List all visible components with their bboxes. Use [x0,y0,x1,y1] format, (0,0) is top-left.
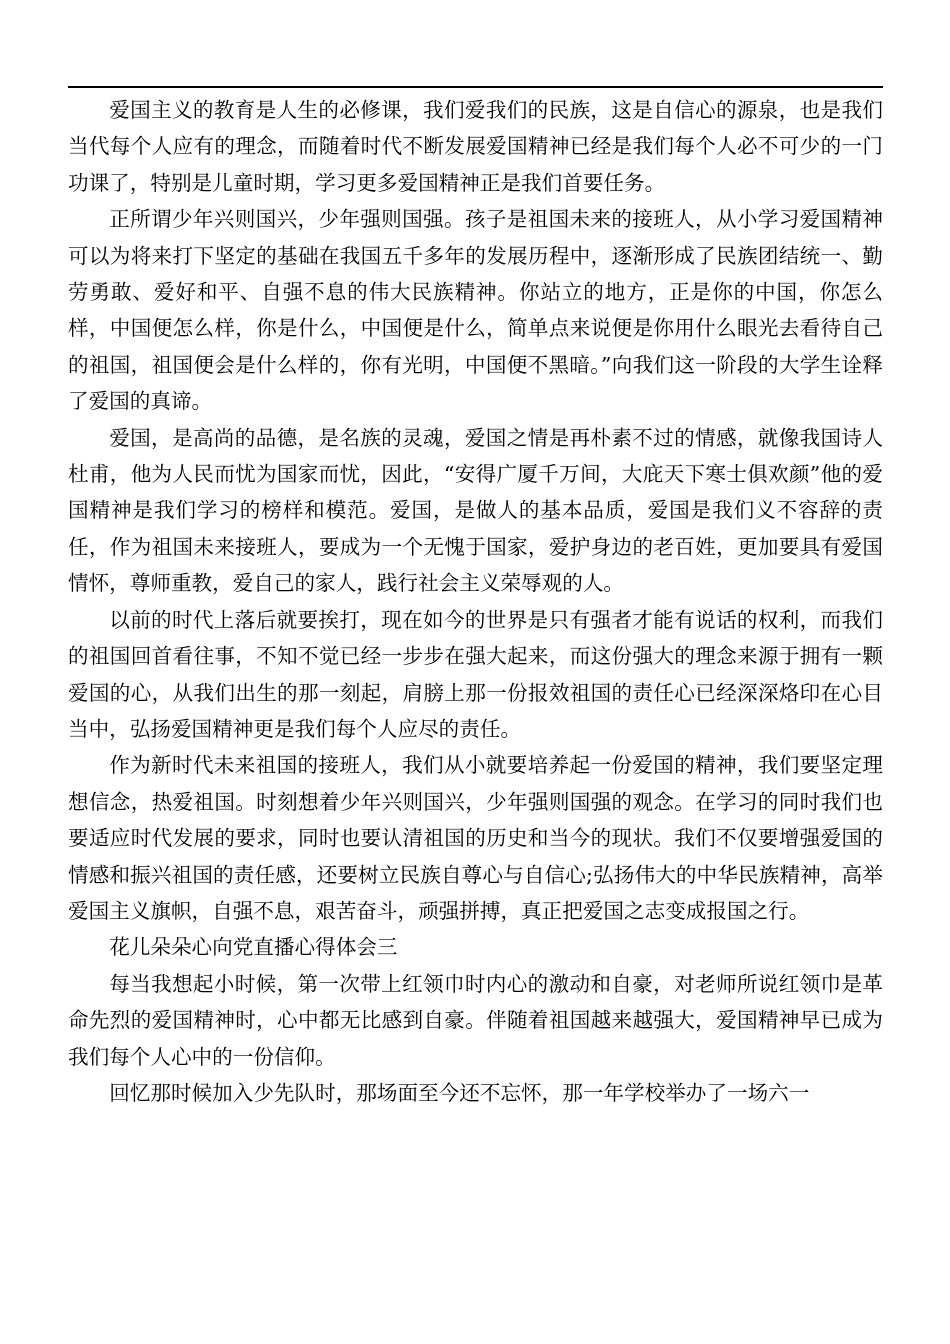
paragraph: 每当我想起小时候，第一次带上红领巾时内心的激动和自豪，对老师所说红领巾是革命先烈的爱国精神时，心中都无比感到自豪。伴随着祖国越来越强大，爱国精神早已成为我们每个人心中的一份信仰。 [68,971,883,1069]
paragraph: 作为新时代未来祖国的接班人，我们从小就要培养起一份爱国的精神，我们要坚定理想信念，热爱祖国。时刻想着少年兴则国兴，少年强则国强的观念。在学习的同时我们也要适应时代发展的要求，同时也要认清祖国的历史和当今的现状。我们不仅要增强爱国的情感和振兴祖国的责任感，还要树立民族自尊心与自信心;弘扬伟大的中华民族精神，高举爱国主义旗帜，自强不息，艰苦奋斗，顽强拼搏，真正把爱国之志变成报国之行。 [68,753,883,923]
section-heading: 花儿朵朵心向党直播心得体会三 [109,935,398,960]
paragraph: 爱国，是高尚的品德，是名族的灵魂，爱国之情是再朴素不过的情感，就像我国诗人杜甫，他为人民而忧为国家而忧，因此，“安得广厦千万间，大庇天下寒士俱欢颜”他的爱国精神是我们学习的榜样和模范。爱国，是做人的基本品质，爱国是我们义不容辞的责任，作为祖国未来接班人，要成为一个无愧于国家，爱护身边的老百姓，更加要具有爱国情怀，尊师重教，爱自己的家人，践行社会主义荣辱观的人。 [68,425,883,596]
paragraph: 正所谓少年兴则国兴，少年强则国强。孩子是祖国未来的接班人，从小学习爱国精神可以为将来打下坚定的基础在我国五千多年的发展历程中，逐渐形成了民族团结统一、勤劳勇敢、爱好和平、自强不息的伟大民族精神。你站立的地方，正是你的中国，你怎么样，中国便怎么样，你是什么，中国便是什么，简单点来说便是你用什么眼光去看待自己的祖国，祖国便会是什么样的，你有光明，中国便不黑暗。”向我们这一阶段的大学生诠释了爱国的真谛。 [68,207,883,414]
paragraph: 爱国主义的教育是人生的必修课，我们爱我们的民族，这是自信心的源泉，也是我们当代每个人应有的理念，而随着时代不断发展爱国精神已经是我们每个人必不可少的一门功课了，特别是儿童时期，学习更多爱国精神正是我们首要任务。 [68,98,883,195]
paragraph: 回忆那时候加入少先队时，那场面至今还不忘怀，那一年学校举办了一场六一 [109,1080,810,1105]
paragraph: 以前的时代上落后就要挨打，现在如今的世界是只有强者才能有说话的权利，而我们的祖国回首看往事，不知不觉已经一步步在强大起来，而这份强大的理念来源于拥有一颗爱国的心，从我们出生的那一刻起，肩膀上那一份报效祖国的责任心已经深深烙印在心目当中，弘扬爱国精神更是我们每个人应尽的责任。 [68,607,883,741]
header-rule [68,86,883,88]
document-body [68,92,883,1111]
